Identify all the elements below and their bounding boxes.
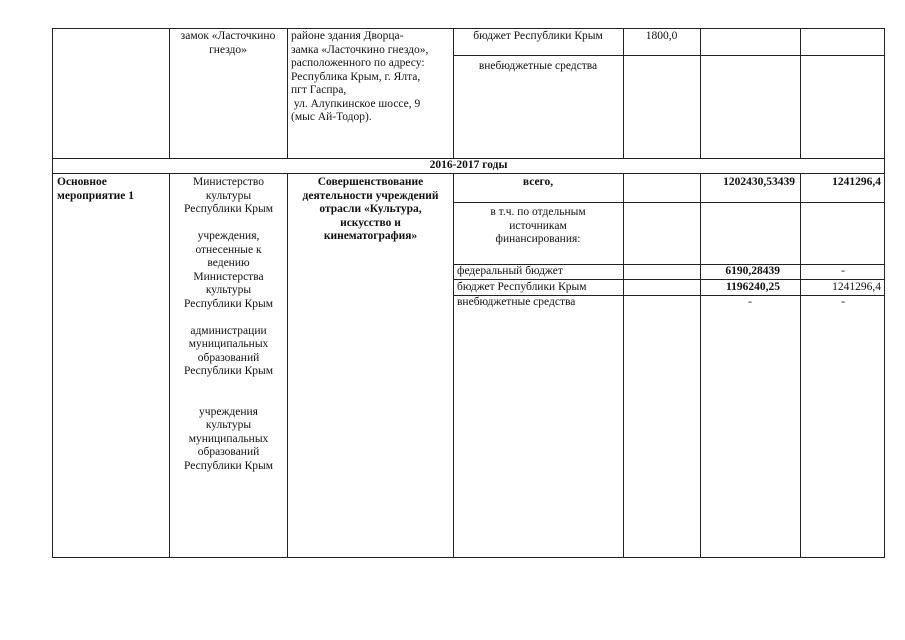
text-line: культуры — [205, 419, 252, 431]
regional-value-2: 1241296,4 — [832, 281, 881, 293]
row-divider — [453, 202, 885, 203]
text-line: отнесенные к — [195, 243, 262, 256]
col-divider — [884, 28, 885, 158]
including-sources-cell — [455, 206, 621, 247]
text-line: Основное — [57, 176, 107, 188]
address-cell — [291, 30, 449, 125]
measure-title-cell — [288, 176, 453, 244]
row-divider — [453, 55, 885, 56]
text-line: образований — [197, 446, 260, 458]
col-divider — [700, 28, 701, 158]
text-line: замок «Ласточкино — [180, 30, 276, 42]
source-budget-value: 1800,0 — [645, 30, 678, 42]
text-line — [170, 392, 287, 406]
text-line: Республика Крым, г. Ялта, — [291, 70, 421, 83]
federal-value-1: 6190,28439 — [725, 265, 780, 277]
col-divider — [52, 173, 53, 557]
total-value-1: 1202430,53439 — [723, 176, 795, 188]
text-line: ведению — [207, 257, 250, 269]
row-divider — [453, 279, 885, 280]
federal-value-2: - — [841, 265, 845, 277]
text-line: муниципальных — [188, 338, 269, 350]
regional-label: бюджет Республики Крым — [457, 281, 587, 293]
text-line: гнездо» — [209, 43, 247, 56]
regional-value-1: 1196240,25 — [726, 281, 780, 293]
text-line — [170, 311, 287, 325]
federal-label: федеральный бюджет — [457, 265, 563, 277]
section-header: 2016-2017 годы — [429, 159, 508, 171]
source-budget-label: бюджет Республики Крым — [473, 30, 603, 42]
col-divider — [884, 158, 885, 173]
col-divider — [169, 28, 170, 158]
col-divider — [453, 173, 454, 557]
text-line: ул. Алупкинское шоссе, 9 — [291, 97, 421, 110]
col-divider — [800, 28, 801, 158]
text-line: источникам — [509, 219, 567, 232]
text-line: учреждения, — [197, 230, 260, 242]
text-line: учреждения — [199, 405, 258, 418]
executors-cell — [170, 176, 287, 473]
text-line: Республики Крым — [184, 297, 273, 310]
text-line: искусство и — [340, 216, 401, 229]
col-divider — [287, 28, 288, 158]
col-divider — [52, 28, 53, 158]
col-divider — [884, 173, 885, 557]
col-divider — [623, 173, 624, 557]
text-line: Министерство — [193, 176, 264, 188]
extra-label: внебюджетные средства — [457, 296, 576, 308]
text-line: в т.ч. по отдельным — [490, 206, 586, 218]
measure-name-cell — [57, 176, 167, 203]
text-line: культуры — [205, 284, 252, 296]
col-divider — [623, 28, 624, 158]
extra-value-2: - — [841, 296, 845, 308]
text-line: Совершенствование — [317, 176, 424, 188]
text-line: финансирования: — [495, 233, 581, 245]
object-name-cell — [171, 30, 285, 57]
text-line: Республики Крым — [184, 365, 273, 377]
text-line — [170, 217, 287, 231]
source-extra-label: внебюджетные средства — [478, 60, 598, 72]
text-line: Республики Крым — [184, 203, 273, 215]
col-divider — [700, 173, 701, 557]
text-line: расположенного по адресу: — [291, 57, 425, 69]
text-line: образований — [197, 351, 260, 364]
total-label: всего, — [522, 176, 554, 188]
text-line: кинематография» — [323, 230, 418, 242]
text-line: администрации — [190, 324, 267, 337]
text-line: (мыс Ай-Тодор). — [291, 111, 372, 123]
table-border-top — [52, 28, 885, 29]
col-divider — [453, 28, 454, 158]
text-line: культуры — [205, 189, 252, 202]
text-line: муниципальных — [188, 432, 269, 445]
text-line: отрасли «Культура, — [319, 203, 422, 215]
text-line: районе здания Дворца- — [291, 30, 404, 42]
extra-value-1: - — [748, 296, 752, 308]
section-divider-bottom — [52, 173, 885, 174]
total-value-2: 1241296,4 — [832, 176, 881, 188]
col-divider — [800, 173, 801, 557]
text-line: мероприятие 1 — [57, 189, 134, 202]
table-border-bottom — [52, 557, 885, 558]
text-line — [170, 379, 287, 393]
text-line: Министерства — [193, 270, 264, 283]
text-line: пгт Гаспра, — [291, 84, 347, 96]
text-line: Республики Крым — [184, 459, 273, 472]
text-line: деятельности учреждений — [302, 189, 439, 202]
text-line: замка «Ласточкино гнездо», — [291, 43, 429, 56]
